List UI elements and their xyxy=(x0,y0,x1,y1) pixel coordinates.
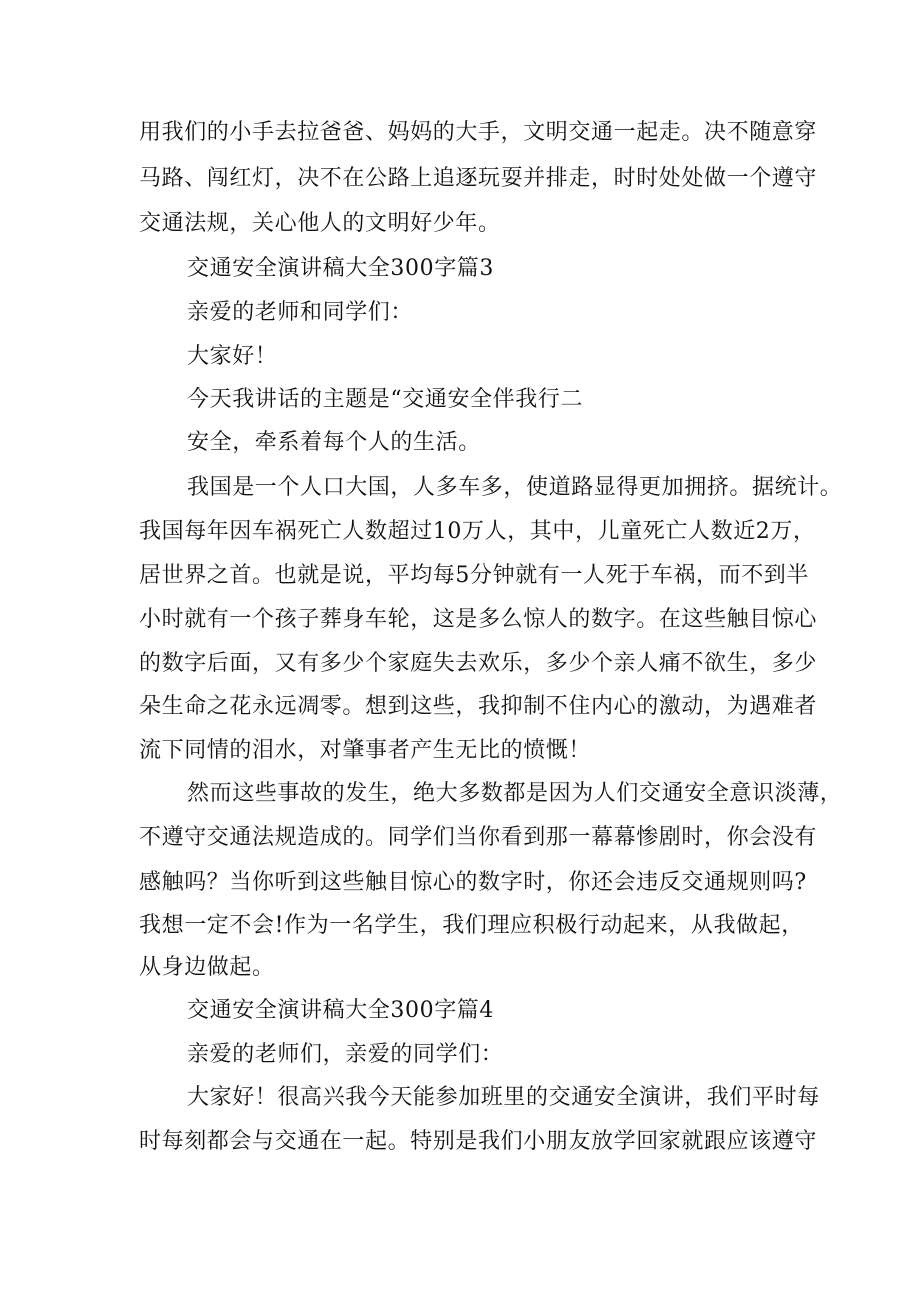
text-line: 我国是一个人口大国，人多车多，使道路显得更加拥挤。据统计。 xyxy=(187,475,843,500)
text-line: 从身边做起。 xyxy=(139,955,275,980)
text-line: 的数字后面，又有多少个家庭失去欢乐，多少个亲人痛不欲生，多少 xyxy=(139,651,818,676)
text-line: 大家好！很高兴我今天能参加班里的交通安全演讲，我们平时每 xyxy=(187,1085,820,1110)
text-line: 交通法规，关心他人的文明好少年。 xyxy=(139,211,501,236)
text-line: 用我们的小手去拉爸爸、妈妈的大手，文明交通一起走。决不随意穿 xyxy=(139,120,818,145)
text-line: 我国每年因车祸死亡人数超过10万人，其中，儿童死亡人数近2万， xyxy=(139,519,816,544)
text-line: 感触吗？当你听到这些触目惊心的数字时，你还会违反交通规则吗? xyxy=(139,870,807,895)
greeting: 大家好！ xyxy=(187,344,278,369)
text-line: 流下同情的泪水，对肇事者产生无比的愤慨！ xyxy=(139,738,592,763)
section-heading: 交通安全演讲稿大全300字篇4 xyxy=(187,998,494,1023)
text-line: 时每刻都会与交通在一起。特别是我们小朋友放学回家就跟应该遵守 xyxy=(139,1129,818,1154)
text-line: 今天我讲话的主题是“交通安全伴我行二 xyxy=(187,387,584,412)
salutation: 亲爱的老师和同学们： xyxy=(187,300,414,325)
section-heading: 交通安全演讲稿大全300字篇3 xyxy=(187,256,494,281)
text-line: 不遵守交通法规造成的。同学们当你看到那一幕幕惨剧时，你会没有 xyxy=(139,825,818,850)
text-line: 小时就有一个孩子葬身车轮，这是多么惊人的数字。在这些触目惊心 xyxy=(139,607,818,632)
text-line: 朵生命之花永远凋零。想到这些，我抑制不住内心的激动，为遇难者 xyxy=(139,694,818,719)
text-line: 我想一定不会!作为一名学生，我们理应积极行动起来，从我做起， xyxy=(139,913,804,938)
text-line: 安全，牵系着每个人的生活。 xyxy=(187,430,481,455)
text-line: 居世界之首。也就是说，平均每5分钟就有一人死于车祸，而不到半 xyxy=(139,563,809,588)
text-line: 然而这些事故的发生，绝大多数都是因为人们交通安全意识淡薄， xyxy=(187,781,843,806)
text-line: 马路、闯红灯，决不在公路上追逐玩耍并排走，时时处处做一个遵守 xyxy=(139,166,818,191)
salutation: 亲爱的老师们，亲爱的同学们： xyxy=(187,1042,504,1067)
